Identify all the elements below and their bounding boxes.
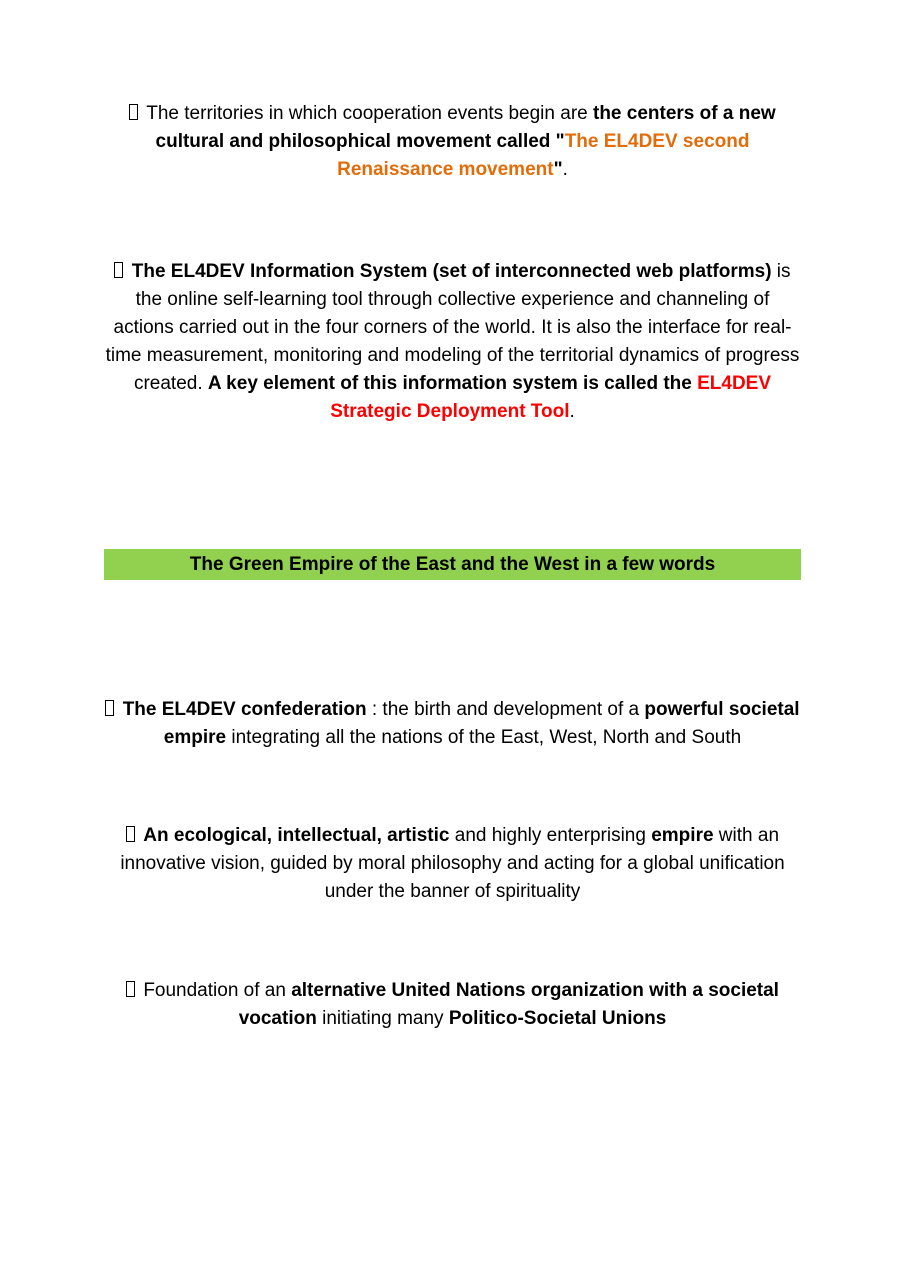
paragraph	[104, 696, 801, 752]
text-run: empire	[651, 825, 714, 846]
missing-glyph-bullet-icon	[126, 826, 135, 842]
text-run: The EL4DEV second Renaissance movement	[337, 131, 750, 180]
missing-glyph-bullet-icon	[126, 981, 135, 997]
text-run: integrating all the nations of the East, West, North and South	[226, 727, 742, 748]
text-run: Politico-Societal Unions	[448, 1008, 667, 1029]
text-run: "	[553, 159, 563, 180]
section-heading-text: The Green Empire of the East and the West in a few words	[189, 554, 716, 575]
text-run: is the online self-learning tool through collective experience and channeling of actions carried out in the four corners of the world. It is also the interface for real-time measurement, monitoring and modeling of the territorial dynamics of progress created.	[105, 261, 800, 394]
paragraph	[104, 977, 801, 1033]
section-heading-banner	[104, 549, 801, 580]
text-run: initiating many	[316, 1008, 449, 1029]
missing-glyph-bullet-icon	[114, 262, 123, 278]
paragraph	[104, 822, 801, 906]
document-body	[104, 0, 801, 1033]
text-run: powerful societal empire	[163, 699, 800, 748]
text-run: The EL4DEV Information System (set of interconnected web platforms)	[131, 261, 772, 282]
text-run: : the birth and development of a	[366, 699, 645, 720]
text-run: EL4DEV Strategic Deployment Tool	[330, 373, 772, 422]
text-run: and highly enterprising	[449, 825, 652, 846]
missing-glyph-bullet-icon	[105, 700, 114, 716]
text-run: A key element of this information system is called the	[207, 373, 698, 394]
text-run: The territories in which cooperation events begin are	[146, 103, 593, 124]
text-run: with an innovative vision, guided by moral philosophy and acting for a global unification under the banner of spirituality	[120, 825, 785, 902]
text-run: The EL4DEV confederation	[122, 699, 367, 720]
text-run: the centers of a new cultural and philosophical movement called "	[155, 103, 776, 152]
text-run: An ecological, intellectual, artistic	[143, 825, 450, 846]
text-run: alternative United Nations organization with a societal vocation	[238, 980, 779, 1029]
missing-glyph-bullet-icon	[129, 104, 138, 120]
text-run: .	[562, 159, 568, 180]
paragraph	[104, 258, 801, 426]
paragraph	[104, 100, 801, 184]
text-run: .	[569, 401, 575, 422]
text-run: Foundation of an	[143, 980, 292, 1001]
